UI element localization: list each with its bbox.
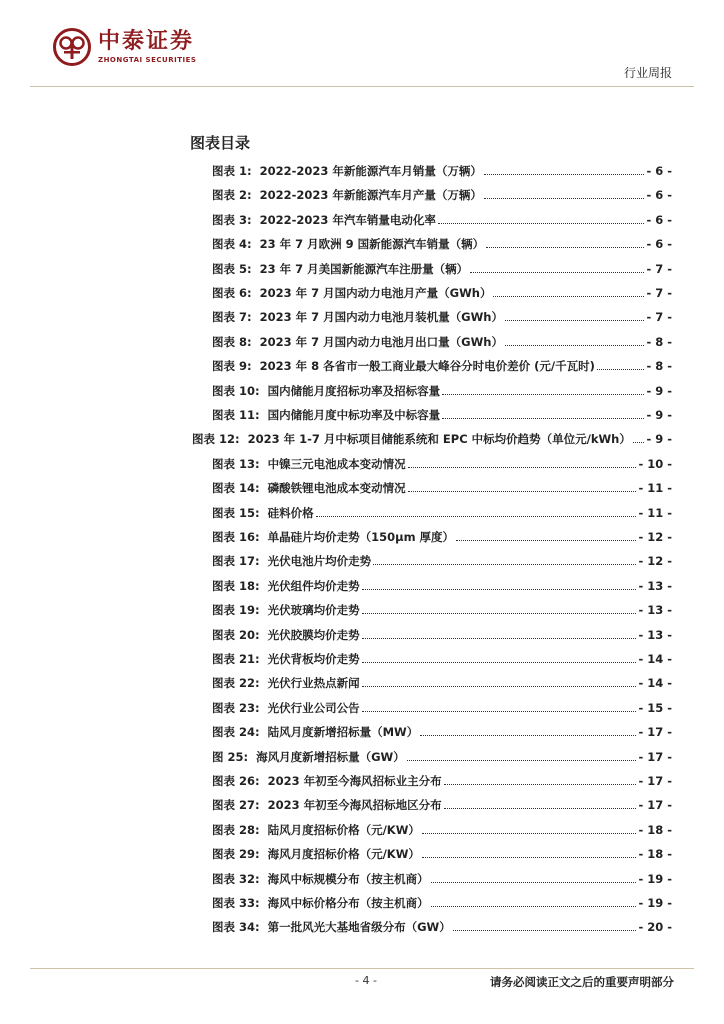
toc-entry-label: 图表 29: (212, 847, 260, 862)
toc-dot-leader (442, 418, 644, 419)
toc-entry-label: 图表 9: (212, 359, 252, 374)
toc-entry-page: - 17 - (638, 749, 672, 764)
toc-entry-title: 国内储能月度招标功率及招标容量 (267, 383, 441, 398)
toc-entry[interactable] (212, 724, 672, 742)
toc-entry[interactable] (212, 334, 672, 352)
toc-entry-label: 图表 13: (212, 456, 260, 471)
toc-entry-label: 图表 16: (212, 530, 260, 544)
toc-entry-page: - 20 - (638, 920, 672, 935)
toc-entry-title: 2023 年 1-7 月中标项目储能系统和 EPC 中标均价趋势（单位元/kWh） (247, 432, 631, 447)
toc-entry-title: 海风中标规模分布（按主机商） (267, 871, 429, 886)
toc-title: 图表目录 (190, 134, 251, 152)
toc-entry-title: 海风月度新增招标量（GW） (256, 749, 405, 764)
toc-dot-leader (316, 516, 637, 517)
toc-entry-title: 国内储能月度中标功率及中标容量 (267, 408, 441, 422)
toc-entry-title: 光伏组件均价走势 (267, 578, 360, 593)
toc-entry-page: - 12 - (638, 530, 672, 544)
toc-entry-page: - 19 - (638, 896, 672, 910)
toc-entry-label: 图表 15: (212, 505, 260, 520)
toc-entry-label: 图表 19: (212, 603, 260, 618)
toc-entry[interactable] (212, 187, 672, 205)
toc-entry-page: - 14 - (638, 676, 672, 691)
toc-entry[interactable] (212, 553, 672, 571)
toc-entry-page: - 6 - (646, 188, 672, 203)
toc-entry[interactable] (212, 822, 672, 840)
toc-entry-title: 2023 年初至今海风招标业主分布 (267, 774, 442, 788)
toc-entry[interactable] (212, 358, 672, 376)
toc-entry[interactable] (212, 675, 672, 693)
toc-entry-label: 图表 26: (212, 774, 260, 788)
toc-dot-leader (420, 735, 636, 736)
footer-divider (30, 968, 694, 969)
toc-entry-page: - 8 - (646, 334, 672, 349)
toc-entry-page: - 19 - (638, 871, 672, 886)
toc-dot-leader (453, 930, 637, 931)
toc-dot-leader (362, 589, 637, 590)
toc-entry[interactable] (212, 163, 672, 181)
toc-entry-label: 图表 24: (212, 725, 260, 740)
toc-entry-label: 图表 17: (212, 554, 260, 569)
toc-entry-label: 图表 4: (212, 237, 252, 252)
toc-entry-page: - 9 - (646, 432, 672, 447)
toc-entry[interactable] (212, 285, 672, 303)
toc-entry[interactable] (212, 602, 672, 620)
toc-entry-page: - 18 - (638, 822, 672, 837)
toc-entry[interactable] (212, 529, 672, 547)
toc-dot-leader (422, 857, 637, 858)
toc-entry-title: 光伏玻璃均价走势 (267, 603, 360, 618)
toc-entry[interactable] (212, 871, 672, 889)
toc-entry[interactable] (212, 578, 672, 596)
toc-entry-page: - 6 - (646, 237, 672, 252)
report-type-label: 行业周报 (623, 66, 672, 80)
toc-entry[interactable] (212, 261, 672, 279)
toc-entry-page: - 12 - (638, 554, 672, 569)
toc-entry-page: - 18 - (638, 847, 672, 862)
toc-dot-leader (373, 564, 636, 565)
toc-entry-page: - 13 - (638, 603, 672, 618)
company-logo (52, 27, 196, 67)
toc-entry[interactable] (212, 797, 672, 815)
toc-dot-leader (438, 223, 645, 224)
toc-entry-title: 2022-2023 年新能源汽车月销量（万辆） (259, 164, 482, 178)
toc-entry-title: 2022-2023 年新能源汽车月产量（万辆） (259, 188, 482, 203)
toc-entry-title: 单晶硅片均价走势（150μm 厚度） (267, 530, 455, 544)
toc-entry-title: 磷酸铁锂电池成本变动情况 (267, 481, 406, 496)
toc-entry-label: 图表 6: (212, 286, 252, 300)
toc-entry-title: 光伏行业热点新闻 (267, 676, 360, 691)
toc-entry-label: 图表 34: (212, 920, 260, 935)
toc-dot-leader (362, 711, 637, 712)
header-divider (30, 86, 694, 87)
toc-entry-label: 图表 12: (192, 432, 240, 447)
toc-dot-leader (597, 369, 645, 370)
toc-entry-page: - 9 - (646, 383, 672, 398)
toc-dot-leader (505, 345, 644, 346)
toc-entry-title: 硅料价格 (267, 505, 314, 520)
toc-entry-label: 图表 10: (212, 383, 260, 398)
toc-entry-page: - 10 - (638, 456, 672, 471)
toc-entry-page: - 13 - (638, 578, 672, 593)
toc-entry-page: - 17 - (638, 725, 672, 740)
toc-entry[interactable] (212, 919, 672, 937)
toc-entry[interactable] (212, 407, 672, 425)
toc-entry-title: 第一批风光大基地省级分布（GW） (267, 920, 451, 935)
toc-entry-title: 陆风月度招标价格（元/KW） (267, 822, 420, 837)
toc-entry-page: - 7 - (646, 310, 672, 325)
toc-entry[interactable] (212, 846, 672, 864)
toc-dot-leader (444, 784, 637, 785)
toc-entry-label: 图表 1: (212, 164, 252, 178)
toc-entry-label: 图表 27: (212, 798, 260, 813)
toc-entry-label: 图表 18: (212, 578, 260, 593)
toc-dot-leader (408, 467, 637, 468)
toc-entry-page: - 8 - (646, 359, 672, 374)
toc-dot-leader (633, 442, 645, 443)
toc-entry-page: - 17 - (638, 798, 672, 813)
toc-entry-page: - 7 - (646, 261, 672, 276)
toc-entry[interactable] (212, 895, 672, 913)
toc-dot-leader (362, 638, 637, 639)
toc-dot-leader (486, 247, 644, 248)
toc-dot-leader (493, 296, 644, 297)
toc-dot-leader (408, 491, 637, 492)
toc-entry[interactable] (212, 651, 672, 669)
toc-entry-page: - 11 - (638, 481, 672, 496)
toc-entry[interactable] (212, 480, 672, 498)
toc-dot-leader (362, 686, 637, 687)
toc-dot-leader (442, 394, 644, 395)
toc-entry-title: 23 年 7 月美国新能源汽车注册量（辆） (259, 261, 469, 276)
toc-entry-page: - 6 - (646, 212, 672, 227)
toc-entry-page: - 14 - (638, 652, 672, 666)
toc-entry[interactable] (212, 773, 672, 791)
toc-entry-title: 光伏背板均价走势 (267, 652, 360, 666)
toc-entry-page: - 6 - (646, 164, 672, 178)
toc-entry-label: 图表 20: (212, 627, 260, 642)
toc-entry-title: 2022-2023 年汽车销量电动化率 (259, 212, 436, 227)
toc-entry-page: - 13 - (638, 627, 672, 642)
toc-entry-title: 2023 年初至今海风招标地区分布 (267, 798, 442, 813)
toc-entry-label: 图表 7: (212, 310, 252, 325)
toc-dot-leader (444, 808, 637, 809)
toc-dot-leader (484, 198, 645, 199)
toc-entry-title: 23 年 7 月欧洲 9 国新能源汽车销量（辆） (259, 237, 485, 252)
toc-entry-title: 光伏电池片均价走势 (267, 554, 372, 569)
company-name-en: ZHONGTAI SECURITIES (98, 55, 197, 64)
toc-entry[interactable] (212, 236, 672, 254)
toc-entry-title: 中镍三元电池成本变动情况 (267, 456, 406, 471)
toc-entry-title: 陆风月度新增招标量（MW） (267, 725, 419, 740)
toc-entry-label: 图 25: (212, 749, 249, 764)
toc-dot-leader (484, 174, 645, 175)
toc-entry-page: - 17 - (638, 774, 672, 788)
toc-entry-title: 2023 年 8 各省市一般工商业最大峰谷分时电价差价 (元/千瓦时) (259, 359, 595, 374)
toc-entry-title: 2023 年 7 月国内动力电池月产量（GWh） (259, 286, 492, 300)
toc-entry-title: 海风月度招标价格（元/KW） (267, 847, 420, 862)
toc-entry[interactable] (212, 309, 672, 327)
toc-entry-title: 2023 年 7 月国内动力电池月出口量（GWh） (259, 334, 503, 349)
toc-dot-leader (407, 760, 637, 761)
toc-entry-page: - 7 - (646, 286, 672, 300)
zhongtai-logo-icon (52, 27, 92, 67)
toc-entry-title: 光伏行业公司公告 (267, 700, 360, 715)
toc-entry-label: 图表 22: (212, 676, 260, 691)
toc-entry-label: 图表 5: (212, 261, 252, 276)
toc-entry-label: 图表 32: (212, 871, 260, 886)
toc-entry[interactable] (212, 505, 672, 523)
toc-entry-label: 图表 23: (212, 700, 260, 715)
page-number: - 4 - (355, 974, 377, 987)
toc-entry-label: 图表 33: (212, 896, 260, 910)
toc-entry-title: 光伏胶膜均价走势 (267, 627, 360, 642)
toc-entry[interactable] (212, 456, 672, 474)
toc-entry[interactable] (192, 431, 672, 449)
toc-entry-label: 图表 11: (212, 408, 260, 422)
toc-dot-leader (470, 272, 644, 273)
toc-entry-label: 图表 28: (212, 822, 260, 837)
toc-entry-label: 图表 8: (212, 334, 252, 349)
toc-entry-label: 图表 14: (212, 481, 260, 496)
toc-dot-leader (431, 906, 637, 907)
toc-entry[interactable] (212, 700, 672, 718)
toc-entry-page: - 9 - (646, 408, 672, 422)
toc-entry[interactable] (212, 627, 672, 645)
toc-entry-title: 海风中标价格分布（按主机商） (267, 896, 429, 910)
company-name-cn: 中泰证券 (98, 28, 195, 54)
toc-dot-leader (456, 540, 636, 541)
toc-entry-title: 2023 年 7 月国内动力电池月装机量（GWh） (259, 310, 503, 325)
toc-entry-label: 图表 21: (212, 652, 260, 666)
toc-dot-leader (431, 882, 637, 883)
toc-dot-leader (505, 320, 644, 321)
toc-entry-page: - 11 - (638, 505, 672, 520)
toc-entry-label: 图表 3: (212, 212, 252, 227)
toc-entry-label: 图表 2: (212, 188, 252, 203)
toc-entry[interactable] (212, 383, 672, 401)
toc-dot-leader (362, 613, 637, 614)
toc-dot-leader (422, 833, 637, 834)
toc-entry-page: - 15 - (638, 700, 672, 715)
toc-entry[interactable] (212, 212, 672, 230)
toc-dot-leader (362, 662, 637, 663)
disclaimer-text: 请务必阅读正文之后的重要声明部分 (490, 975, 674, 989)
toc-entry[interactable] (212, 749, 672, 767)
